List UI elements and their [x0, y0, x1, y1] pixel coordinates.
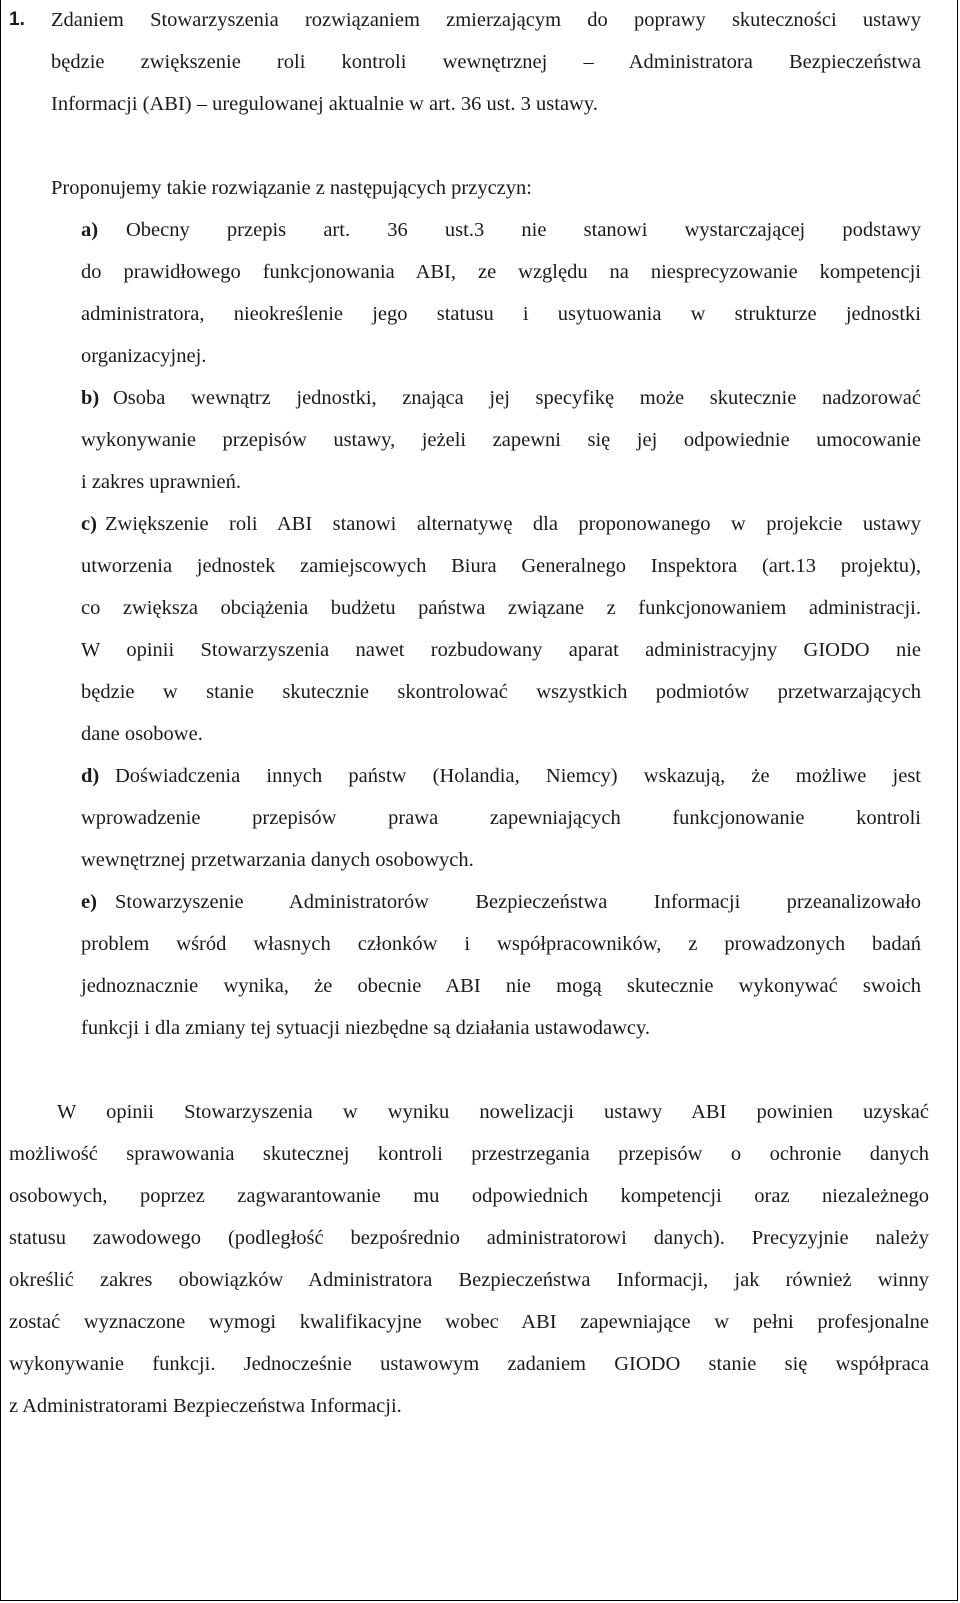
- item-d-line-3: wewnętrznej przetwarzania danych osobowych.: [81, 849, 474, 871]
- item-a-line-3: administratora, nieokreślenie jego statusu i usytuowania w strukturze jednostki: [81, 303, 921, 325]
- item-b-marker: b): [81, 387, 100, 409]
- item-b-line-1: Osoba wewnątrz jednostki, znająca jej specyfikę może skutecznie nadzorować: [113, 387, 921, 409]
- item-a-line-4: organizacyjnej.: [81, 345, 207, 367]
- item-e-marker: e): [81, 891, 97, 913]
- item-b-line-2: wykonywanie przepisów ustawy, jeżeli zapewni się jej odpowiednie umocowanie: [81, 429, 921, 451]
- conclusion-line-4: statusu zawodowego (podległość bezpośrednio administratorowi danych). Precyzyjnie należy: [9, 1227, 929, 1249]
- item-c-line-1: Zwiększenie roli ABI stanowi alternatywę dla proponowanego w projekcie ustawy: [105, 513, 921, 535]
- item-c-line-4: W opinii Stowarzyszenia nawet rozbudowany aparat administracyjny GIODO nie: [81, 639, 921, 661]
- item-e-line-4: funkcji i dla zmiany tej sytuacji niezbędne są działania ustawodawcy.: [81, 1017, 651, 1039]
- intro-line-2: będzie zwiększenie roli kontroli wewnętrznej – Administratora Bezpieczeństwa: [51, 51, 921, 73]
- conclusion-line-6: zostać wyznaczone wymogi kwalifikacyjne wobec ABI zapewniające w pełni profesjonalne: [9, 1311, 929, 1333]
- item-a-line-1: Obecny przepis art. 36 ust.3 nie stanowi wystarczającej podstawy: [126, 219, 921, 241]
- item-c-line-3: co zwiększa obciążenia budżetu państwa związane z funkcjonowaniem administracji.: [81, 597, 921, 619]
- item-c-line-2: utworzenia jednostek zamiejscowych Biura Generalnego Inspektora (art.13 projektu),: [81, 555, 921, 577]
- item-d-line-1: Doświadczenia innych państw (Holandia, Niemcy) wskazują, że możliwe jest: [115, 765, 921, 787]
- conclusion-line-1: W opinii Stowarzyszenia w wyniku nowelizacji ustawy ABI powinien uzyskać: [57, 1101, 929, 1123]
- conclusion-line-2: możliwość sprawowania skutecznej kontroli przestrzegania przepisów o ochronie danych: [9, 1143, 929, 1165]
- item-d-line-2: wprowadzenie przepisów prawa zapewniających funkcjonowanie kontroli: [81, 807, 921, 829]
- item-c-marker: c): [81, 513, 97, 535]
- item-e-line-2: problem wśród własnych członków i współpracowników, z prowadzonych badań: [81, 933, 921, 955]
- conclusion-line-8: z Administratorami Bezpieczeństwa Informacji.: [9, 1395, 402, 1417]
- reasons-intro: Proponujemy takie rozwiązanie z następujących przyczyn:: [51, 177, 532, 199]
- item-c-line-6: dane osobowe.: [81, 723, 203, 745]
- item-e-line-3: jednoznacznie wynika, że obecnie ABI nie mogą skutecznie wykonywać swoich: [81, 975, 921, 997]
- item-d-marker: d): [81, 765, 100, 787]
- intro-line-1: Zdaniem Stowarzyszenia rozwiązaniem zmierzającym do poprawy skuteczności ustawy: [51, 9, 921, 31]
- section-number: 1.: [9, 9, 25, 30]
- item-a-marker: a): [81, 219, 99, 241]
- item-a-line-2: do prawidłowego funkcjonowania ABI, ze względu na niesprecyzowanie kompetencji: [81, 261, 921, 283]
- item-b-line-3: i zakres uprawnień.: [81, 471, 241, 493]
- conclusion-line-7: wykonywanie funkcji. Jednocześnie ustawowym zadaniem GIODO stanie się współpraca: [9, 1353, 929, 1375]
- item-c-line-5: będzie w stanie skutecznie skontrolować wszystkich podmiotów przetwarzających: [81, 681, 921, 703]
- intro-line-3: Informacji (ABI) – uregulowanej aktualnie w art. 36 ust. 3 ustawy.: [51, 93, 598, 115]
- item-e-line-1: Stowarzyszenie Administratorów Bezpieczeństwa Informacji przeanalizowało: [115, 891, 921, 913]
- conclusion-line-5: określić zakres obowiązków Administratora Bezpieczeństwa Informacji, jak również winny: [9, 1269, 929, 1291]
- conclusion-line-3: osobowych, poprzez zagwarantowanie mu odpowiednich kompetencji oraz niezależnego: [9, 1185, 929, 1207]
